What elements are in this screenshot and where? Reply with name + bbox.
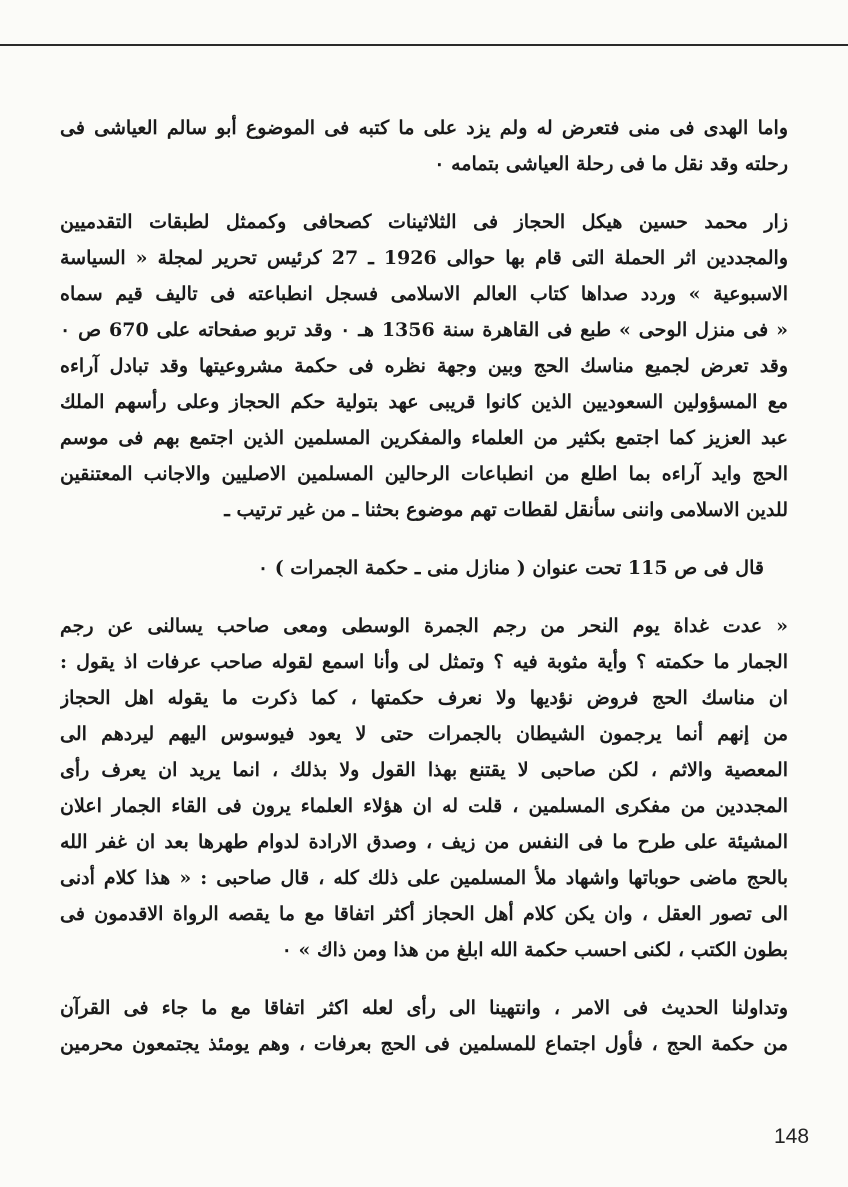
text-line: الحج وايد آراءه بما اطلع من انطباعات الرحالين المسلمين الاصليين والاجانب المعتنقين <box>60 463 788 485</box>
text-line: وقد تعرض لجميع مناسك الحج وبين وجهة نظره فى حكمة مشروعيتها وقد تبادل آراءه <box>60 355 788 377</box>
text-line: بطون الكتب ، لكنى احسب حكمة الله ابلغ من هذا ومن ذاك » ٠ <box>281 939 788 961</box>
text-line: ان مناسك الحج فروض نؤديها ولا نعرف حكمتها ، كما ذكرت ما يقوله اهل الحجاز <box>60 687 788 709</box>
text-line: رحلته وقد نقل ما فى رحلة العياشى بتمامه ٠ <box>434 153 788 175</box>
text-line: من إنهم أنما يرجمون الشيطان بالجمرات حتى لا يعود فيوسوس اليهم ليردهم الى <box>60 723 788 745</box>
paragraph <box>60 550 788 586</box>
text-line: الجمار ما حكمته ؟ وأية مثوبة فيه ؟ وتمثل لى وأنا اسمع لقوله صاحب عرفات اذ يقول : <box>60 651 788 673</box>
page-number: 148 <box>774 1125 810 1148</box>
text-line: قال فى ص 115 تحت عنوان ( منازل منى ـ حكمة الجمرات ) ٠ <box>257 557 764 579</box>
text-line: من حكمة الحج ، فأول اجتماع للمسلمين فى الحج بعرفات ، وهم يومئذ يجتمعون محرمين <box>60 1033 788 1055</box>
text-line: والمجددين اثر الحملة التى قام بها حوالى 1926 ـ 27 كرئيس تحرير لمجلة « السياسة <box>60 247 788 269</box>
text-line: الى تصور العقل ، وان يكن كلام أهل الحجاز أكثر اتفاقا مع ما يقصه الرواة الاقدمون فى <box>60 903 788 925</box>
paragraph <box>60 110 788 182</box>
text-line: عبد العزيز كما اجتمع بكثير من العلماء والمفكرين المسلمين الذين اجتمع بهم فى موسم <box>60 427 788 449</box>
text-line: المعصية والاثم ، لكن صاحبى لا يقتنع بهذا القول ولا بذلك ، انما يريد ان يعرف رأى <box>60 759 788 781</box>
text-line: الاسبوعية » وردد صداها كتاب العالم الاسلامى فسجل انطباعته فى تاليف قيم سماه <box>60 283 788 305</box>
text-line: « فى منزل الوحى » طبع فى القاهرة سنة 1356 هـ ٠ وقد تربو صفحاته على 670 ص ٠ <box>60 319 788 341</box>
text-line: مع المسؤولين السعوديين الذين كانوا قريبى عهد بتولية حكم الحجاز وعلى رأسهم الملك <box>60 391 788 413</box>
text-line: للدين الاسلامى واننى سأنقل لقطات تهم موضوع بحثنا ـ من غير ترتيب ـ <box>224 499 788 521</box>
text-line: وتداولنا الحديث فى الامر ، وانتهينا الى رأى لعله اكثر اتفاقا مع ما جاء فى القرآن <box>60 997 788 1019</box>
paragraph <box>60 204 788 528</box>
text-line: المجددين من مفكرى المسلمين ، قلت له ان هؤلاء العلماء يرون فى القاء الجمار اعلان <box>60 795 788 817</box>
text-line: « عدت غداة يوم النحر من رجم الجمرة الوسطى ومعى صاحب يسالنى عن رجم <box>60 615 788 637</box>
top-rule <box>0 44 848 46</box>
quote-paragraph <box>60 608 788 968</box>
text-line: بالحج ماضى حوباتها واشهاد ملأ المسلمين على ذلك كله ، قال صاحبى : « هذا كلام أدنى <box>60 867 788 889</box>
paragraph <box>60 990 788 1062</box>
body-text <box>60 110 788 1062</box>
text-line: المشيئة على طرح ما فى النفس من زيف ، وصدق الارادة لدوام طهرها بعد ان غفر الله <box>60 831 788 853</box>
text-line: واما الهدى فى منى فتعرض له ولم يزد على ما كتبه فى الموضوع أبو سالم العياشى فى <box>60 117 788 139</box>
text-line: زار محمد حسين هيكل الحجاز فى الثلاثينات كصحافى وكممثل لطبقات التقدميين <box>60 211 788 233</box>
